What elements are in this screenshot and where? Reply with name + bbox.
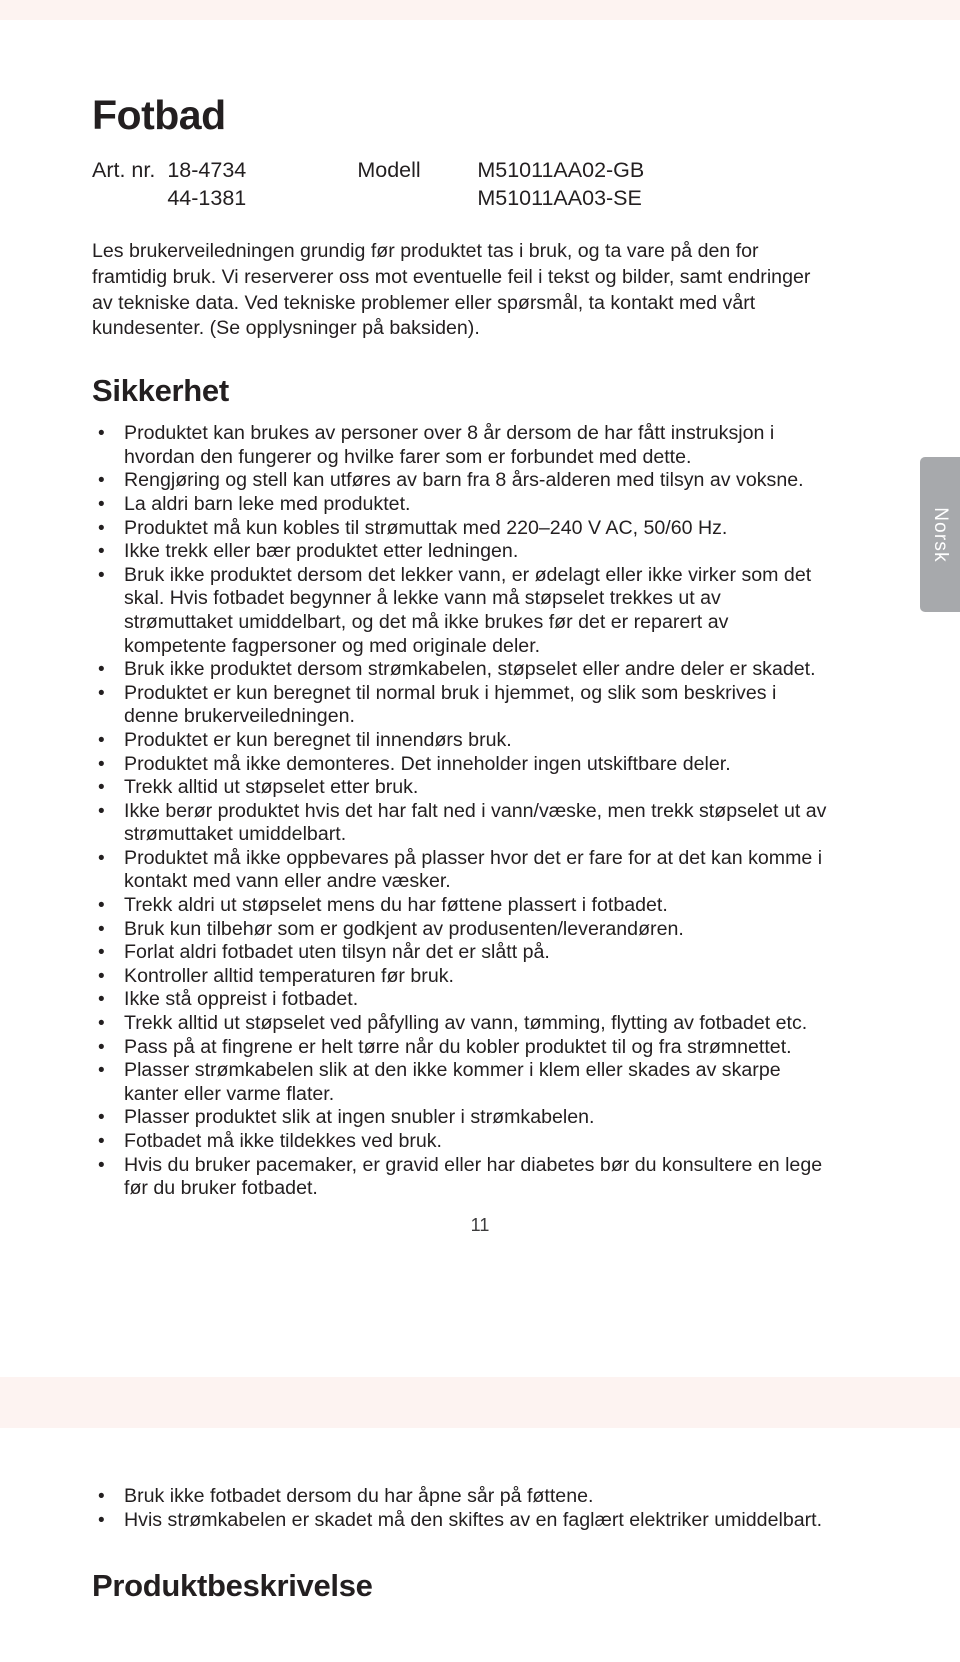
list-item: • Produktet må ikke oppbevares på plasser hvor det er fare for at det kan komme i kontakt med vann eller andre væsker. [92, 847, 832, 894]
model-value-2: M51011AA03-SE [477, 186, 642, 210]
document-page-12 [0, 1428, 960, 1662]
list-item: • Trekk aldri ut støpselet mens du har føttene plassert i fotbadet. [92, 894, 832, 918]
list-item: • Produktet kan brukes av personer over 8 år dersom de har fått instruksjon i hvordan den fungerer og hvilke farer som er forbundet med dette. [92, 422, 832, 469]
list-item: • Bruk ikke produktet dersom strømkabelen, støpselet eller andre deler er skadet. [92, 658, 832, 682]
list-item: • Produktet er kun beregnet til innendørs bruk. [92, 729, 832, 753]
model-value-1: M51011AA02-GB [477, 158, 645, 182]
page-gap-band-middle [0, 1377, 960, 1428]
continued-bullet-list [92, 1485, 868, 1532]
list-item: • Fotbadet må ikke tildekkes ved bruk. [92, 1130, 832, 1154]
section-heading-produktbeskrivelse: Produktbeskrivelse [92, 1568, 373, 1604]
table-row [92, 156, 644, 184]
list-item: • La aldri barn leke med produktet. [92, 493, 832, 517]
list-item: • Bruk ikke produktet dersom det lekker vann, er ødelagt eller ikke virker som det skal. Hvis fotbadet begynner å lekke vann må støpselet trekkes ut av strømuttaket umiddelbart, og det må ikke brukes før det er reparert av kompetente fagpersoner og med originale deler. [92, 564, 832, 658]
art-nr-value-2: 44-1381 [167, 186, 247, 210]
list-item: • Produktet er kun beregnet til normal bruk i hjemmet, og slik som beskrives i denne brukerveiledningen. [92, 682, 832, 729]
art-nr-label-empty [92, 184, 167, 212]
model-label: Modell [357, 158, 421, 182]
document-page-11 [0, 20, 960, 1377]
intro-paragraph: Les brukerveiledningen grundig før produktet tas i bruk, og ta vare på den for framtidig bruk. Vi reserverer oss mot eventuelle feil i tekst og bilder, samt endringer av tekniske data. Ved tekniske problemer eller spørsmål, ta kontakt med vårt kundesenter. (Se opplysninger på baksiden). [92, 240, 811, 340]
table-row [92, 184, 644, 212]
list-item: • Forlat aldri fotbadet uten tilsyn når det er slått på. [92, 941, 832, 965]
page-gap-band-top [0, 0, 960, 20]
list-item: • Kontroller alltid temperaturen før bruk. [92, 965, 832, 989]
section-heading-sikkerhet: Sikkerhet [92, 373, 229, 409]
language-tab-norsk [920, 457, 960, 612]
language-tab-label: Norsk [930, 506, 951, 563]
model-label-empty [357, 184, 477, 212]
page-number: 11 [470, 1215, 490, 1235]
list-item: • Pass på at fingrene er helt tørre når du kobler produktet til og fra strømnettet. [92, 1036, 832, 1060]
list-item: • Ikke stå oppreist i fotbadet. [92, 988, 832, 1012]
safety-bullet-list [92, 422, 868, 1201]
product-meta-table [92, 156, 644, 212]
art-nr-label: Art. nr. [92, 158, 156, 182]
list-item: • Plasser produktet slik at ingen snubler i strømkabelen. [92, 1106, 832, 1130]
art-nr-value-1: 18-4734 [167, 158, 247, 182]
list-item: • Bruk ikke fotbadet dersom du har åpne sår på føttene. [92, 1485, 832, 1509]
list-item: • Hvis strømkabelen er skadet må den skiftes av en faglært elektriker umiddelbart. [92, 1509, 832, 1533]
list-item: • Rengjøring og stell kan utføres av barn fra 8 års-alderen med tilsyn av voksne. [92, 469, 832, 493]
list-item: • Produktet må kun kobles til strømuttak med 220–240 V AC, 50/60 Hz. [92, 517, 832, 541]
list-item: • Ikke berør produktet hvis det har falt ned i vann/væske, men trekk støpselet ut av strømuttaket umiddelbart. [92, 800, 832, 847]
list-item: • Bruk kun tilbehør som er godkjent av produsenten/leverandøren. [92, 918, 832, 942]
list-item: • Trekk alltid ut støpselet ved påfylling av vann, tømming, flytting av fotbadet etc. [92, 1012, 832, 1036]
list-item: • Hvis du bruker pacemaker, er gravid eller har diabetes bør du konsultere en lege før du bruker fotbadet. [92, 1154, 832, 1201]
page-title: Fotbad [92, 92, 226, 138]
list-item: • Plasser strømkabelen slik at den ikke kommer i klem eller skades av skarpe kanter eller varme flater. [92, 1059, 832, 1106]
list-item: • Trekk alltid ut støpselet etter bruk. [92, 776, 832, 800]
list-item: • Produktet må ikke demonteres. Det inneholder ingen utskiftbare deler. [92, 753, 832, 777]
list-item: • Ikke trekk eller bær produktet etter ledningen. [92, 540, 832, 564]
